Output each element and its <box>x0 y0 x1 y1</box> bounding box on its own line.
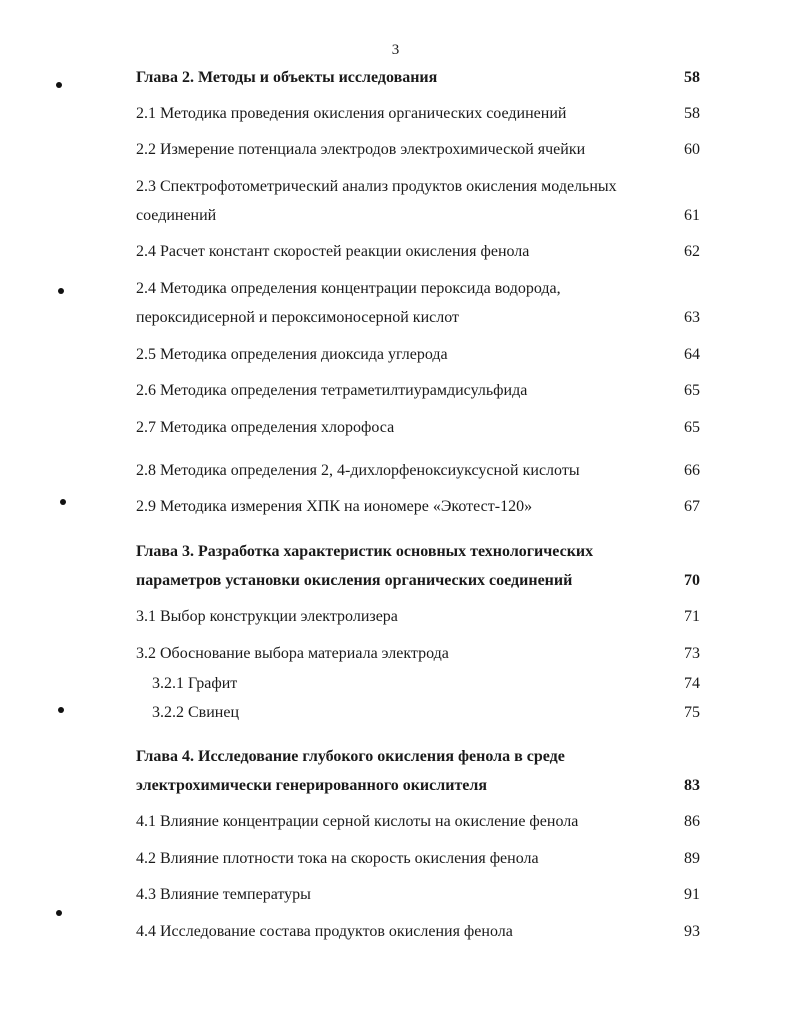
toc-page: 83 <box>684 777 700 794</box>
toc-title: 2.4 Расчет констант скоростей реакции окисления фенола <box>136 243 530 260</box>
toc-subitem <box>152 703 700 723</box>
toc-title: 2.3 Спектрофотометрический анализ продуктов окисления модельных <box>136 178 617 195</box>
toc-page: 58 <box>684 69 700 86</box>
toc-page: 58 <box>684 105 700 122</box>
toc-item <box>136 104 700 124</box>
toc-title: 2.4 Методика определения концентрации пероксида водорода, <box>136 280 561 297</box>
toc-item <box>136 279 700 299</box>
binding-hole-mark <box>60 499 66 505</box>
toc-title: 3.1 Выбор конструкции электролизера <box>136 608 398 625</box>
toc-item <box>136 206 700 226</box>
toc-title: 3.2 Обоснование выбора материала электрода <box>136 645 449 662</box>
toc-page: 71 <box>684 608 700 625</box>
toc-page: 63 <box>684 309 700 326</box>
toc-item <box>136 461 700 481</box>
toc-page: 66 <box>684 462 700 479</box>
toc-title: Глава 3. Разработка характеристик основных технологических <box>136 543 594 560</box>
toc-item <box>136 849 700 869</box>
toc-title: пероксидисерной и пероксимоносерной кислот <box>136 309 460 326</box>
toc-page: 64 <box>684 346 700 363</box>
toc-page: 86 <box>684 813 700 830</box>
toc-page: 60 <box>684 141 700 158</box>
toc-title: 4.3 Влияние температуры <box>136 886 311 903</box>
toc-title: 2.7 Методика определения хлорофоса <box>136 419 395 436</box>
toc-title: 4.2 Влияние плотности тока на скорость окисления фенола <box>136 850 539 867</box>
toc-title: электрохимически генерированного окислителя <box>136 777 488 794</box>
toc-title: 2.9 Методика измерения ХПК на иономере «Экотест-120» <box>136 498 533 515</box>
toc-page: 65 <box>684 419 700 436</box>
toc-title: Глава 2. Методы и объекты исследования <box>136 69 438 86</box>
toc-chapter-3 <box>136 542 700 562</box>
toc-page: 93 <box>684 923 700 940</box>
toc-page: 91 <box>684 886 700 903</box>
toc-item <box>136 885 700 905</box>
toc-title: 3.2.1 Графит <box>152 675 238 692</box>
toc-item <box>136 607 700 627</box>
toc-item <box>136 308 700 328</box>
toc-title: 2.2 Измерение потенциала электродов электрохимической ячейки <box>136 141 586 158</box>
toc-title: 3.2.2 Свинец <box>152 704 240 721</box>
toc-item <box>136 177 700 197</box>
toc-page: 61 <box>684 207 700 224</box>
toc-page: 75 <box>684 704 700 721</box>
toc-chapter-3-cont <box>136 571 700 591</box>
toc-subitem <box>152 674 700 694</box>
binding-hole-mark <box>58 707 64 713</box>
toc-title: 2.5 Методика определения диоксида углерода <box>136 346 448 363</box>
toc-title: 2.1 Методика проведения окисления органических соединений <box>136 105 567 122</box>
toc-title: 2.6 Методика определения тетраметилтиурамдисульфида <box>136 382 528 399</box>
binding-hole-mark <box>56 910 62 916</box>
toc-page: 62 <box>684 243 700 260</box>
toc-title: 4.4 Исследование состава продуктов окисления фенола <box>136 923 513 940</box>
toc-chapter-4-cont <box>136 776 700 796</box>
toc-item <box>136 922 700 942</box>
toc-item <box>136 497 700 517</box>
toc-page: 67 <box>684 498 700 515</box>
toc-item <box>136 812 700 832</box>
toc-title: параметров установки окисления органических соединений <box>136 572 573 589</box>
toc-item <box>136 418 700 438</box>
toc-title: 4.1 Влияние концентрации серной кислоты на окисление фенола <box>136 813 579 830</box>
toc-item <box>136 242 700 262</box>
toc-title: Глава 4. Исследование глубокого окисления фенола в среде <box>136 748 565 765</box>
toc-item <box>136 644 700 664</box>
toc-chapter-4 <box>136 747 700 767</box>
binding-hole-mark <box>56 82 62 88</box>
binding-hole-mark <box>58 288 64 294</box>
toc-title: 2.8 Методика определения 2, 4-дихлорфеноксиуксусной кислоты <box>136 462 580 479</box>
toc-page: 70 <box>684 572 700 589</box>
toc-chapter-2 <box>136 68 700 88</box>
toc-item <box>136 381 700 401</box>
toc-page: 65 <box>684 382 700 399</box>
toc-page: 89 <box>684 850 700 867</box>
toc-item <box>136 345 700 365</box>
page-number: 3 <box>391 42 400 58</box>
toc-page: 73 <box>684 645 700 662</box>
toc-title: соединений <box>136 207 217 224</box>
toc-page: 74 <box>684 675 700 692</box>
toc-item <box>136 140 700 160</box>
